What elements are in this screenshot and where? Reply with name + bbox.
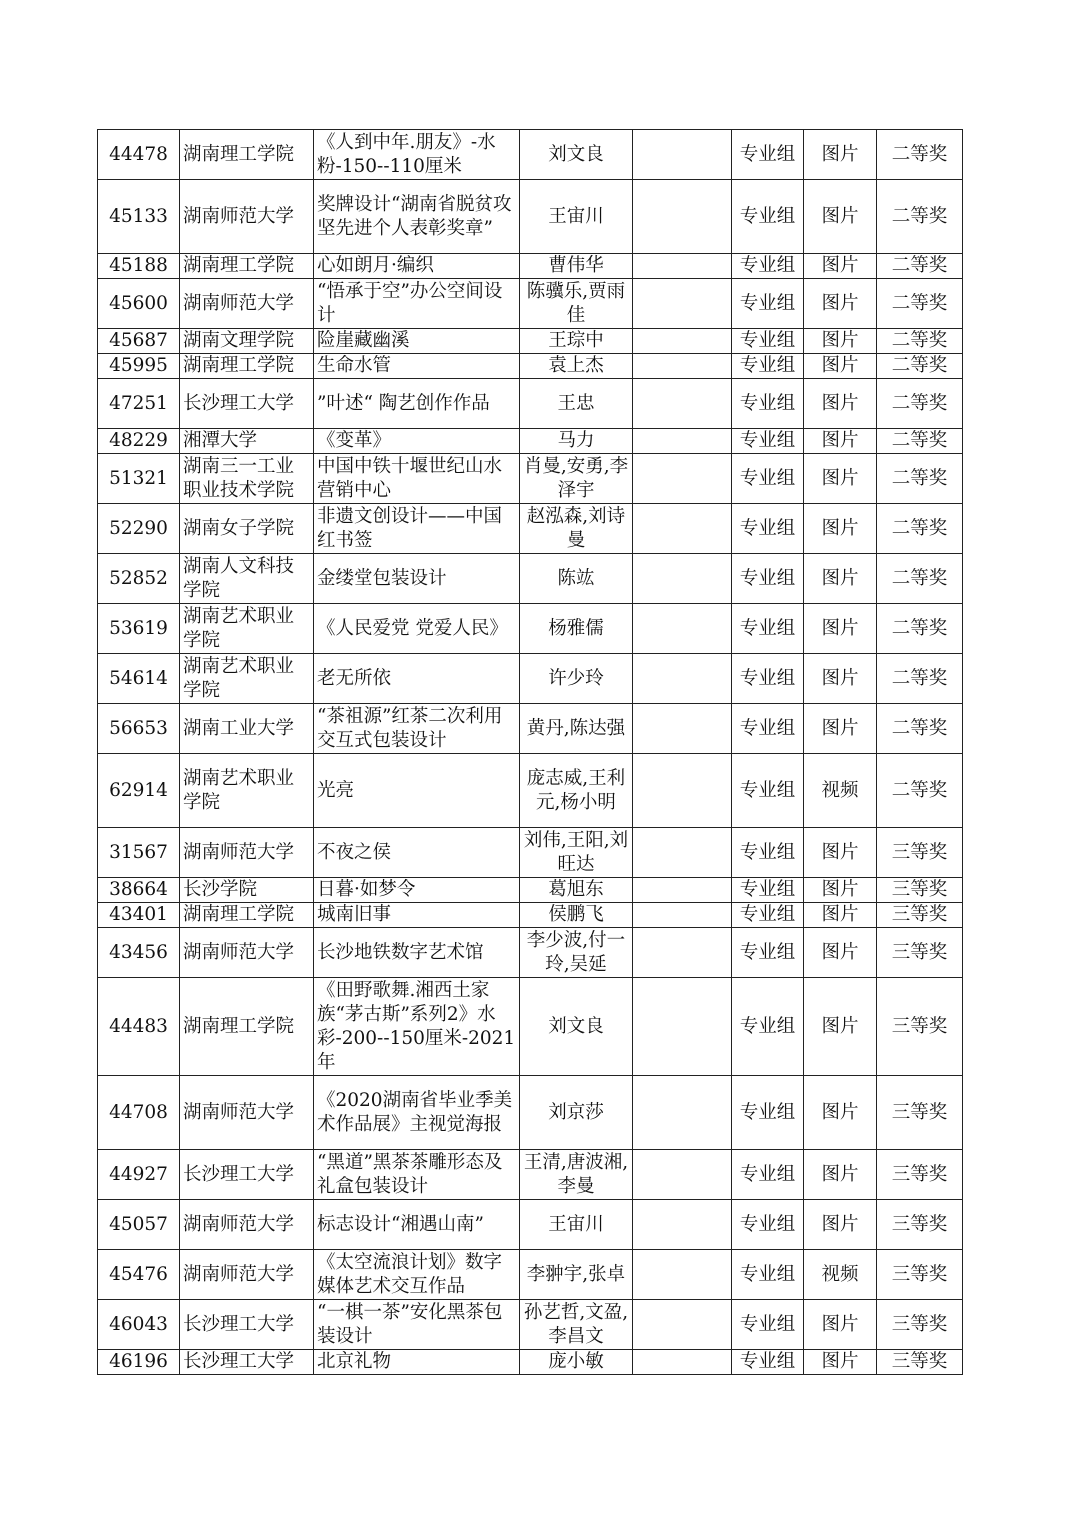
school-name: 湖南师范大学 (180, 928, 314, 978)
school-name: 湖南师范大学 (180, 828, 314, 878)
school-name: 湖南艺术职业学院 (180, 604, 314, 654)
award-level: 二等奖 (877, 554, 963, 604)
author-names: 马力 (520, 429, 633, 454)
advisor-cell (633, 903, 732, 928)
group-category: 专业组 (732, 429, 804, 454)
work-type: 图片 (804, 604, 877, 654)
group-category: 专业组 (732, 1350, 804, 1375)
work-title: 奖牌设计“湖南省脱贫攻坚先进个人表彰奖章” (314, 180, 520, 254)
entry-id: 38664 (98, 878, 180, 903)
work-type: 图片 (804, 654, 877, 704)
entry-id: 52852 (98, 554, 180, 604)
work-type: 图片 (804, 279, 877, 329)
entry-id: 31567 (98, 828, 180, 878)
work-title: 北京礼物 (314, 1350, 520, 1375)
advisor-cell (633, 554, 732, 604)
award-level: 二等奖 (877, 704, 963, 754)
entry-id: 43401 (98, 903, 180, 928)
table-row (98, 130, 963, 180)
entry-id: 46196 (98, 1350, 180, 1375)
work-type: 图片 (804, 429, 877, 454)
school-name: 长沙理工大学 (180, 1150, 314, 1200)
work-type: 图片 (804, 254, 877, 279)
school-name: 湖南理工学院 (180, 978, 314, 1076)
group-category: 专业组 (732, 354, 804, 379)
entry-id: 48229 (98, 429, 180, 454)
work-title: 非遗文创设计——中国红书签 (314, 504, 520, 554)
author-names: 王琮中 (520, 329, 633, 354)
author-names: 刘京莎 (520, 1076, 633, 1150)
work-type: 图片 (804, 1300, 877, 1350)
author-names: 许少玲 (520, 654, 633, 704)
group-category: 专业组 (732, 130, 804, 180)
table-row (98, 604, 963, 654)
award-level: 三等奖 (877, 978, 963, 1076)
work-type: 图片 (804, 504, 877, 554)
school-name: 湖南师范大学 (180, 1250, 314, 1300)
advisor-cell (633, 279, 732, 329)
author-names: 李翀宇,张卓 (520, 1250, 633, 1300)
work-type: 图片 (804, 379, 877, 429)
work-title: 《太空流浪计划》数字媒体艺术交互作品 (314, 1250, 520, 1300)
group-category: 专业组 (732, 654, 804, 704)
advisor-cell (633, 130, 732, 180)
work-title: 险崖藏幽溪 (314, 329, 520, 354)
table-row (98, 354, 963, 379)
school-name: 湖南艺术职业学院 (180, 654, 314, 704)
group-category: 专业组 (732, 454, 804, 504)
author-names: 孙艺哲,文盈,李昌文 (520, 1300, 633, 1350)
author-names: 陈竑 (520, 554, 633, 604)
work-type: 图片 (804, 1150, 877, 1200)
award-level: 三等奖 (877, 1150, 963, 1200)
school-name: 长沙理工大学 (180, 1350, 314, 1375)
table-row (98, 754, 963, 828)
author-names: 陈骥乐,贾雨佳 (520, 279, 633, 329)
table-row (98, 1150, 963, 1200)
group-category: 专业组 (732, 878, 804, 903)
work-title: ”叶述“ 陶艺创作作品 (314, 379, 520, 429)
author-names: 王清,唐波湘,李曼 (520, 1150, 633, 1200)
table-row (98, 454, 963, 504)
work-title: 心如朗月·编织 (314, 254, 520, 279)
work-type: 视频 (804, 1250, 877, 1300)
award-level: 二等奖 (877, 180, 963, 254)
work-type: 图片 (804, 130, 877, 180)
group-category: 专业组 (732, 1150, 804, 1200)
entry-id: 45687 (98, 329, 180, 354)
group-category: 专业组 (732, 978, 804, 1076)
advisor-cell (633, 1300, 732, 1350)
group-category: 专业组 (732, 1076, 804, 1150)
work-title: “一棋一茶”安化黑茶包装设计 (314, 1300, 520, 1350)
school-name: 湖南艺术职业学院 (180, 754, 314, 828)
advisor-cell (633, 604, 732, 654)
author-names: 葛旭东 (520, 878, 633, 903)
table-row (98, 903, 963, 928)
table-row (98, 554, 963, 604)
entry-id: 45600 (98, 279, 180, 329)
work-title: “黑道”黑茶茶雕形态及礼盒包装设计 (314, 1150, 520, 1200)
author-names: 王宙川 (520, 1200, 633, 1250)
work-type: 图片 (804, 354, 877, 379)
table-row (98, 180, 963, 254)
entry-id: 53619 (98, 604, 180, 654)
work-title: 中国中铁十堰世纪山水营销中心 (314, 454, 520, 504)
school-name: 长沙理工大学 (180, 1300, 314, 1350)
school-name: 湖南师范大学 (180, 1076, 314, 1150)
advisor-cell (633, 704, 732, 754)
school-name: 湖南师范大学 (180, 1200, 314, 1250)
school-name: 长沙学院 (180, 878, 314, 903)
advisor-cell (633, 454, 732, 504)
work-title: “茶祖源”红茶二次利用交互式包装设计 (314, 704, 520, 754)
school-name: 湖南文理学院 (180, 329, 314, 354)
advisor-cell (633, 1250, 732, 1300)
work-title: 老无所依 (314, 654, 520, 704)
group-category: 专业组 (732, 604, 804, 654)
author-names: 庞小敏 (520, 1350, 633, 1375)
work-type: 图片 (804, 928, 877, 978)
award-level: 二等奖 (877, 604, 963, 654)
school-name: 湖南理工学院 (180, 254, 314, 279)
table-row (98, 429, 963, 454)
author-names: 侯鹏飞 (520, 903, 633, 928)
group-category: 专业组 (732, 329, 804, 354)
advisor-cell (633, 1076, 732, 1150)
entry-id: 51321 (98, 454, 180, 504)
work-type: 图片 (804, 704, 877, 754)
group-category: 专业组 (732, 903, 804, 928)
advisor-cell (633, 1150, 732, 1200)
advisor-cell (633, 978, 732, 1076)
author-names: 庞志威,王利元,杨小明 (520, 754, 633, 828)
author-names: 袁上杰 (520, 354, 633, 379)
work-title: 《变革》 (314, 429, 520, 454)
award-level: 三等奖 (877, 1200, 963, 1250)
award-level: 三等奖 (877, 903, 963, 928)
entry-id: 46043 (98, 1300, 180, 1350)
group-category: 专业组 (732, 704, 804, 754)
author-names: 刘伟,王阳,刘旺达 (520, 828, 633, 878)
author-names: 王宙川 (520, 180, 633, 254)
group-category: 专业组 (732, 1300, 804, 1350)
table-row (98, 279, 963, 329)
work-type: 图片 (804, 1076, 877, 1150)
work-type: 图片 (804, 878, 877, 903)
work-type: 图片 (804, 454, 877, 504)
advisor-cell (633, 379, 732, 429)
advisor-cell (633, 878, 732, 903)
school-name: 湖南理工学院 (180, 354, 314, 379)
advisor-cell (633, 1350, 732, 1375)
table-row (98, 1300, 963, 1350)
entry-id: 56653 (98, 704, 180, 754)
work-title: 光亮 (314, 754, 520, 828)
award-level: 三等奖 (877, 878, 963, 903)
author-names: 李少波,付一玲,吴延 (520, 928, 633, 978)
school-name: 湖南师范大学 (180, 180, 314, 254)
table-row (98, 1200, 963, 1250)
award-level: 三等奖 (877, 928, 963, 978)
school-name: 湖南人文科技学院 (180, 554, 314, 604)
award-level: 二等奖 (877, 454, 963, 504)
award-level: 二等奖 (877, 429, 963, 454)
entry-id: 44708 (98, 1076, 180, 1150)
group-category: 专业组 (732, 254, 804, 279)
work-type: 图片 (804, 903, 877, 928)
advisor-cell (633, 754, 732, 828)
entry-id: 43456 (98, 928, 180, 978)
author-names: 黄丹,陈达强 (520, 704, 633, 754)
group-category: 专业组 (732, 1250, 804, 1300)
table-row (98, 828, 963, 878)
entry-id: 44478 (98, 130, 180, 180)
award-level: 二等奖 (877, 130, 963, 180)
award-level: 三等奖 (877, 828, 963, 878)
advisor-cell (633, 654, 732, 704)
entry-id: 44483 (98, 978, 180, 1076)
table-row (98, 1250, 963, 1300)
table-row (98, 504, 963, 554)
work-type: 视频 (804, 754, 877, 828)
author-names: 肖曼,安勇,李泽宇 (520, 454, 633, 504)
table-row (98, 379, 963, 429)
advisor-cell (633, 828, 732, 878)
work-type: 图片 (804, 1350, 877, 1375)
award-level: 三等奖 (877, 1250, 963, 1300)
group-category: 专业组 (732, 754, 804, 828)
school-name: 湖南工业大学 (180, 704, 314, 754)
entry-id: 47251 (98, 379, 180, 429)
award-level: 二等奖 (877, 504, 963, 554)
author-names: 杨雅儒 (520, 604, 633, 654)
table-row (98, 329, 963, 354)
work-title: 《田野歌舞.湘西土家族“茅古斯”系列2》水彩-200--150厘米-2021年 (314, 978, 520, 1076)
group-category: 专业组 (732, 379, 804, 429)
group-category: 专业组 (732, 504, 804, 554)
entry-id: 45057 (98, 1200, 180, 1250)
table-row (98, 704, 963, 754)
advisor-cell (633, 354, 732, 379)
award-level: 二等奖 (877, 654, 963, 704)
work-title: 不夜之侯 (314, 828, 520, 878)
school-name: 湖南女子学院 (180, 504, 314, 554)
work-title: 《人到中年.朋友》-水粉-150--110厘米 (314, 130, 520, 180)
school-name: 湖南三一工业职业技术学院 (180, 454, 314, 504)
work-title: 生命水管 (314, 354, 520, 379)
advisor-cell (633, 928, 732, 978)
work-title: “悟承于空”办公空间设计 (314, 279, 520, 329)
table-row (98, 654, 963, 704)
advisor-cell (633, 504, 732, 554)
entry-id: 54614 (98, 654, 180, 704)
table-row (98, 928, 963, 978)
table-row (98, 978, 963, 1076)
entry-id: 45133 (98, 180, 180, 254)
work-title: 金缕堂包装设计 (314, 554, 520, 604)
award-level: 二等奖 (877, 279, 963, 329)
entry-id: 45995 (98, 354, 180, 379)
group-category: 专业组 (732, 180, 804, 254)
table-body (98, 130, 963, 1375)
entry-id: 62914 (98, 754, 180, 828)
work-type: 图片 (804, 180, 877, 254)
award-level: 二等奖 (877, 329, 963, 354)
work-title: 长沙地铁数字艺术馆 (314, 928, 520, 978)
advisor-cell (633, 254, 732, 279)
group-category: 专业组 (732, 828, 804, 878)
work-type: 图片 (804, 978, 877, 1076)
group-category: 专业组 (732, 1200, 804, 1250)
author-names: 王忠 (520, 379, 633, 429)
award-level: 三等奖 (877, 1350, 963, 1375)
award-table (97, 129, 963, 1375)
school-name: 湘潭大学 (180, 429, 314, 454)
award-level: 二等奖 (877, 254, 963, 279)
advisor-cell (633, 180, 732, 254)
school-name: 湖南师范大学 (180, 279, 314, 329)
award-level: 二等奖 (877, 379, 963, 429)
school-name: 湖南理工学院 (180, 903, 314, 928)
group-category: 专业组 (732, 554, 804, 604)
table-row (98, 254, 963, 279)
advisor-cell (633, 1200, 732, 1250)
award-level: 二等奖 (877, 354, 963, 379)
group-category: 专业组 (732, 928, 804, 978)
advisor-cell (633, 329, 732, 354)
table-row (98, 878, 963, 903)
work-type: 图片 (804, 1200, 877, 1250)
entry-id: 44927 (98, 1150, 180, 1200)
table-row (98, 1076, 963, 1150)
group-category: 专业组 (732, 279, 804, 329)
author-names: 刘文良 (520, 978, 633, 1076)
school-name: 湖南理工学院 (180, 130, 314, 180)
advisor-cell (633, 429, 732, 454)
author-names: 曹伟华 (520, 254, 633, 279)
award-level: 三等奖 (877, 1300, 963, 1350)
entry-id: 45476 (98, 1250, 180, 1300)
award-level: 三等奖 (877, 1076, 963, 1150)
author-names: 刘文良 (520, 130, 633, 180)
author-names: 赵泓森,刘诗曼 (520, 504, 633, 554)
award-level: 二等奖 (877, 754, 963, 828)
entry-id: 45188 (98, 254, 180, 279)
work-title: 标志设计“湘遇山南” (314, 1200, 520, 1250)
work-type: 图片 (804, 828, 877, 878)
work-type: 图片 (804, 329, 877, 354)
school-name: 长沙理工大学 (180, 379, 314, 429)
table-row (98, 1350, 963, 1375)
work-title: 《2020湖南省毕业季美术作品展》主视觉海报 (314, 1076, 520, 1150)
work-title: 日暮·如梦令 (314, 878, 520, 903)
work-title: 《人民爱党 党爱人民》 (314, 604, 520, 654)
work-type: 图片 (804, 554, 877, 604)
work-title: 城南旧事 (314, 903, 520, 928)
entry-id: 52290 (98, 504, 180, 554)
